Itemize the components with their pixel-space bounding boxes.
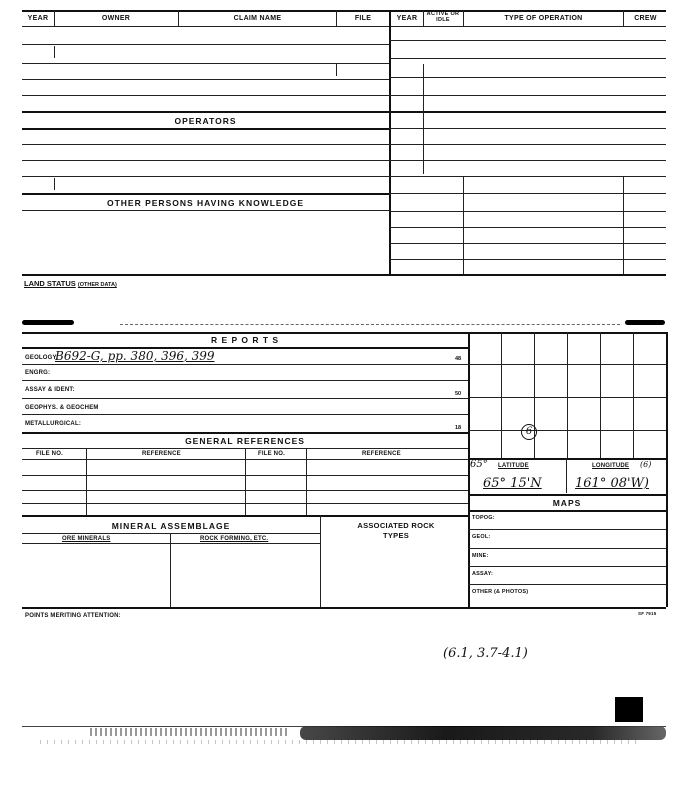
longitude-label: LONGITUDE bbox=[592, 463, 630, 469]
header-year-2: YEAR bbox=[396, 15, 418, 22]
assay-label: ASSAY & IDENT: bbox=[25, 387, 75, 393]
geology-value: B692-G, pp. 380, 396, 399 bbox=[55, 349, 215, 363]
header-file: FILE bbox=[354, 15, 372, 22]
header-year: YEAR bbox=[27, 15, 49, 22]
rock-forming-header: ROCK FORMING, ETC. bbox=[200, 536, 269, 542]
scan-smudge-right bbox=[625, 320, 665, 325]
ref-header-file-no-1: FILE NO. bbox=[36, 451, 63, 457]
associated-rock-types: ASSOCIATED ROCK TYPES bbox=[357, 521, 435, 540]
maps-topog: TOPOG: bbox=[472, 515, 495, 521]
header-type-of-operation: TYPE OF OPERATION bbox=[504, 15, 583, 22]
latitude-prefix: 65° bbox=[470, 459, 488, 470]
geology-label: GEOLOGY: bbox=[25, 355, 59, 361]
form-number: SF 7915 bbox=[638, 611, 657, 616]
ore-minerals-header: ORE MINERALS bbox=[62, 536, 111, 542]
operators-heading: OPERATORS bbox=[174, 116, 237, 126]
latitude-value: 65° 15'N bbox=[483, 476, 542, 491]
points-meriting-attention: POINTS MERITING ATTENTION: bbox=[25, 613, 121, 619]
header-crew: CREW bbox=[634, 15, 657, 22]
longitude-suffix: (6) bbox=[640, 460, 652, 469]
header-owner: OWNER bbox=[101, 15, 131, 22]
geology-number: 48 bbox=[455, 356, 462, 362]
mineral-assemblage-title: MINERAL ASSEMBLAGE bbox=[111, 521, 231, 531]
grid-mark-text: 6 bbox=[525, 426, 533, 437]
header-active-idle: ACTIVE OR IDLE bbox=[426, 11, 460, 23]
header-claim-name: CLAIM NAME bbox=[233, 15, 282, 22]
geophys-label: GEOPHYS. & GEOCHEM bbox=[25, 405, 99, 411]
ref-header-file-no-2: FILE NO. bbox=[258, 451, 285, 457]
scan-smudge-left bbox=[22, 320, 74, 325]
handwritten-note: (6.1, 3.7-4.1) bbox=[443, 646, 528, 661]
maps-title: MAPS bbox=[552, 498, 582, 508]
longitude-value: 161° 08'W) bbox=[575, 476, 649, 491]
land-status-label bbox=[24, 279, 117, 288]
latitude-label: LATITUDE bbox=[498, 463, 529, 469]
metallurgical-label: METALLURGICAL: bbox=[25, 421, 82, 427]
maps-mine: MINE: bbox=[472, 553, 489, 559]
reports-title: R E P O R T S bbox=[210, 335, 280, 345]
maps-other: OTHER (& PHOTOS) bbox=[472, 589, 529, 595]
land-status-title: LAND STATUS bbox=[24, 279, 76, 288]
ref-header-reference-2: REFERENCE bbox=[362, 451, 401, 457]
land-status-sub: (OTHER DATA) bbox=[77, 282, 117, 288]
maps-assay: ASSAY: bbox=[472, 571, 494, 577]
metallurgical-number: 18 bbox=[455, 425, 462, 431]
ref-header-reference-1: REFERENCE bbox=[142, 451, 181, 457]
maps-geol: GEOL: bbox=[472, 534, 491, 540]
engrg-label: ENGRG: bbox=[25, 370, 51, 376]
assay-number: 50 bbox=[455, 391, 462, 397]
general-references-title: GENERAL REFERENCES bbox=[185, 436, 305, 446]
other-persons-heading: OTHER PERSONS HAVING KNOWLEDGE bbox=[106, 198, 305, 208]
grid-circle-mark bbox=[521, 424, 537, 440]
